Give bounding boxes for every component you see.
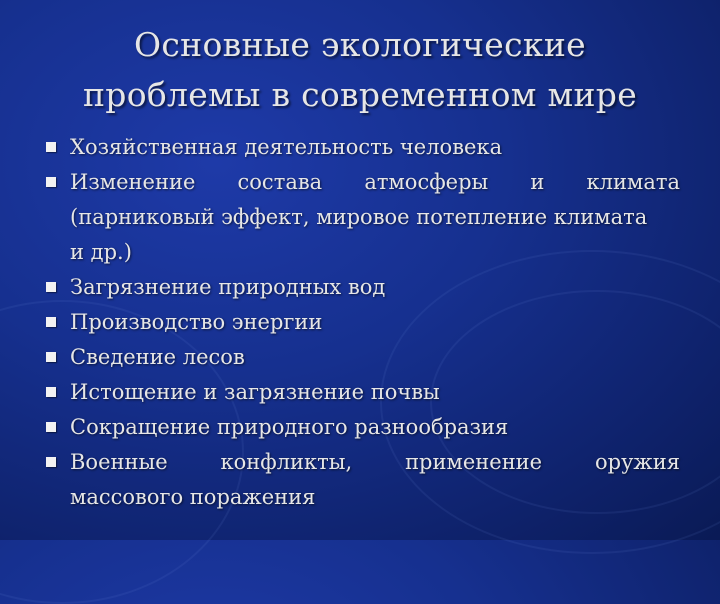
list-item-line: и др.) <box>70 240 132 264</box>
square-bullet-icon <box>46 457 56 467</box>
list-item-text: Сведение лесов <box>70 345 245 369</box>
list-item <box>40 270 680 305</box>
list-item-text: Истощение и загрязнение почвы <box>70 380 440 404</box>
list-item <box>40 445 680 515</box>
square-bullet-icon <box>46 177 56 187</box>
list-item-text: Производство энергии <box>70 310 323 334</box>
list-item <box>40 130 680 165</box>
list-item <box>40 375 680 410</box>
list-item-line: Военные конфликты, применение оружия <box>70 450 680 474</box>
bullet-list <box>40 130 680 515</box>
list-item-text: Хозяйственная деятельность человека <box>70 135 503 159</box>
list-item-line: Изменение состава атмосферы и климата <box>70 170 680 194</box>
title-line-1: Основные экологические <box>134 25 586 64</box>
list-item <box>40 165 680 270</box>
square-bullet-icon <box>46 422 56 432</box>
list-item-text: Сокращение природного разнообразия <box>70 415 509 439</box>
square-bullet-icon <box>46 142 56 152</box>
list-item-text: Загрязнение природных вод <box>70 275 386 299</box>
square-bullet-icon <box>46 352 56 362</box>
square-bullet-icon <box>46 387 56 397</box>
slide-title <box>40 20 680 120</box>
list-item-line: (парниковый эффект, мировое потепление климата <box>70 205 648 229</box>
square-bullet-icon <box>46 317 56 327</box>
title-line-2: проблемы в современном мире <box>82 75 638 114</box>
list-item-line: массового поражения <box>70 485 316 509</box>
list-item <box>40 305 680 340</box>
list-item <box>40 410 680 445</box>
square-bullet-icon <box>46 282 56 292</box>
list-item <box>40 340 680 375</box>
